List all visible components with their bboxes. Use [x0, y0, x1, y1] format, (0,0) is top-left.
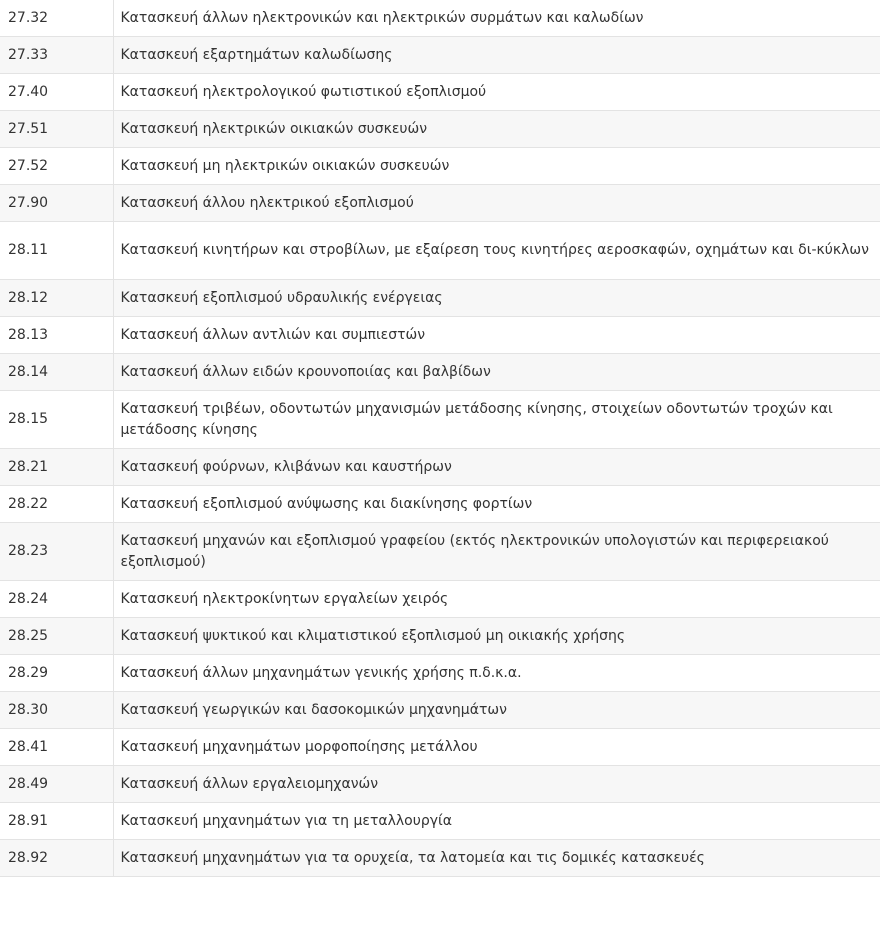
- activity-code-cell: 28.30: [0, 692, 113, 729]
- activity-description-cell: Κατασκευή εξοπλισμού ανύψωσης και διακίνησης φορτίων: [113, 486, 880, 523]
- activity-code-cell: 28.13: [0, 317, 113, 354]
- activity-code-cell: 28.24: [0, 581, 113, 618]
- table-row: [0, 618, 880, 655]
- activity-code-cell: 28.23: [0, 523, 113, 581]
- activity-code-cell: 27.33: [0, 37, 113, 74]
- activity-code-cell: 28.49: [0, 766, 113, 803]
- table-row: [0, 391, 880, 449]
- activity-description-cell: Κατασκευή τριβέων, οδοντωτών μηχανισμών μετάδοσης κίνησης, στοιχείων οδοντωτών τροχών και μετάδοσης κίνησης: [113, 391, 880, 449]
- activity-description-cell: Κατασκευή ηλεκτρικών οικιακών συσκευών: [113, 111, 880, 148]
- activity-code-cell: 27.51: [0, 111, 113, 148]
- activity-code-cell: 28.21: [0, 449, 113, 486]
- activity-description-cell: Κατασκευή εξαρτημάτων καλωδίωσης: [113, 37, 880, 74]
- table-row: [0, 486, 880, 523]
- activity-description-cell: Κατασκευή εξοπλισμού υδραυλικής ενέργειας: [113, 280, 880, 317]
- activity-code-cell: 28.25: [0, 618, 113, 655]
- table-row: [0, 803, 880, 840]
- activity-description-cell: Κατασκευή ψυκτικού και κλιματιστικού εξοπλισμού μη οικιακής χρήσης: [113, 618, 880, 655]
- activity-description-cell: Κατασκευή άλλων αντλιών και συμπιεστών: [113, 317, 880, 354]
- table-row: [0, 74, 880, 111]
- table-row: [0, 581, 880, 618]
- activity-description-cell: Κατασκευή μηχανών και εξοπλισμού γραφείου (εκτός ηλεκτρονικών υπολογιστών και περιφερειακού εξοπλισμού): [113, 523, 880, 581]
- table-row: [0, 766, 880, 803]
- activity-code-cell: 28.12: [0, 280, 113, 317]
- activity-description-cell: Κατασκευή φούρνων, κλιβάνων και καυστήρων: [113, 449, 880, 486]
- table-row: [0, 317, 880, 354]
- activity-description-cell: Κατασκευή ηλεκτροκίνητων εργαλείων χειρός: [113, 581, 880, 618]
- table-row: [0, 148, 880, 185]
- table-row: [0, 111, 880, 148]
- table-row: [0, 222, 880, 280]
- activity-description-cell: Κατασκευή άλλων εργαλειομηχανών: [113, 766, 880, 803]
- activity-code-cell: 28.41: [0, 729, 113, 766]
- table-row: [0, 37, 880, 74]
- table-row: [0, 729, 880, 766]
- activity-description-cell: Κατασκευή άλλων ειδών κρουνοποιίας και βαλβίδων: [113, 354, 880, 391]
- activity-description-cell: Κατασκευή άλλου ηλεκτρικού εξοπλισμού: [113, 185, 880, 222]
- activity-code-cell: 28.22: [0, 486, 113, 523]
- activity-code-cell: 27.32: [0, 0, 113, 37]
- activity-description-cell: Κατασκευή άλλων μηχανημάτων γενικής χρήσης π.δ.κ.α.: [113, 655, 880, 692]
- activity-description-cell: Κατασκευή γεωργικών και δασοκομικών μηχανημάτων: [113, 692, 880, 729]
- table-row: [0, 280, 880, 317]
- table-row: [0, 0, 880, 37]
- activity-description-cell: Κατασκευή μηχανημάτων μορφοποίησης μετάλλου: [113, 729, 880, 766]
- table-row: [0, 449, 880, 486]
- table-row: [0, 523, 880, 581]
- activity-code-cell: 27.52: [0, 148, 113, 185]
- activity-code-cell: 28.29: [0, 655, 113, 692]
- table-row: [0, 354, 880, 391]
- activity-description-cell: Κατασκευή άλλων ηλεκτρονικών και ηλεκτρικών συρμάτων και καλωδίων: [113, 0, 880, 37]
- activity-description-cell: Κατασκευή μηχανημάτων για τη μεταλλουργία: [113, 803, 880, 840]
- activity-code-cell: 28.14: [0, 354, 113, 391]
- activity-code-cell: 28.15: [0, 391, 113, 449]
- table-row: [0, 185, 880, 222]
- activity-description-cell: Κατασκευή κινητήρων και στροβίλων, με εξαίρεση τους κινητήρες αεροσκαφών, οχημάτων και δι-κύκλων: [113, 222, 880, 280]
- activity-code-cell: 28.91: [0, 803, 113, 840]
- activity-code-cell: 27.40: [0, 74, 113, 111]
- table-row: [0, 692, 880, 729]
- activity-description-cell: Κατασκευή μη ηλεκτρικών οικιακών συσκευών: [113, 148, 880, 185]
- activity-description-cell: Κατασκευή ηλεκτρολογικού φωτιστικού εξοπλισμού: [113, 74, 880, 111]
- activity-code-cell: 28.92: [0, 840, 113, 877]
- activity-code-cell: 27.90: [0, 185, 113, 222]
- table-row: [0, 655, 880, 692]
- table-row: [0, 840, 880, 877]
- activity-code-cell: 28.11: [0, 222, 113, 280]
- activity-description-cell: Κατασκευή μηχανημάτων για τα ορυχεία, τα λατομεία και τις δομικές κατασκευές: [113, 840, 880, 877]
